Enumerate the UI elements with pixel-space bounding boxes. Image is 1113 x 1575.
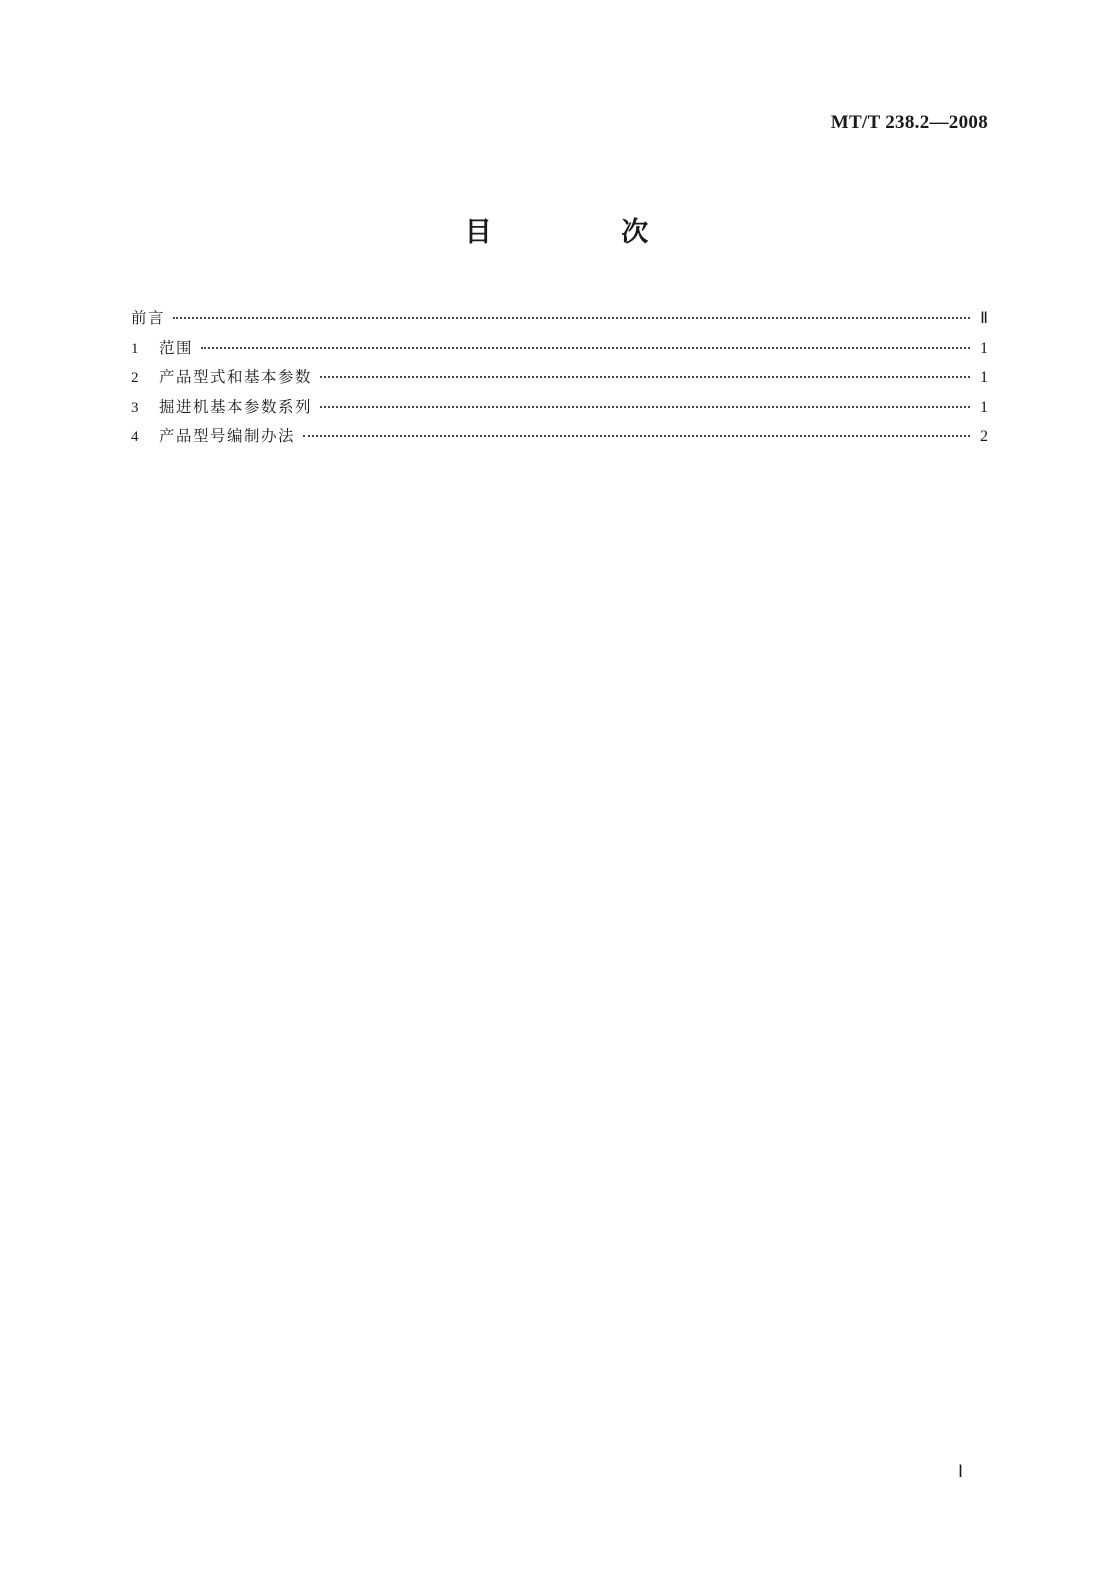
toc-leader [201,347,970,349]
toc-item-title: 产品型号编制办法 [159,427,296,445]
toc-leader [173,317,970,319]
toc-leader [320,376,970,378]
toc-item-title: 范围 [159,338,194,357]
toc-item-page: 1 [980,398,988,416]
toc-item-number: 4 [131,429,139,445]
toc-item-title: 产品型式和基本参数 [159,368,313,386]
document-code: MT/T 238.2—2008 [830,112,988,133]
toc-item-page: Ⅱ [980,310,988,327]
toc-leader [320,406,970,408]
toc-item-number: 2 [131,370,139,386]
toc-item-page: 1 [980,369,988,386]
toc-item-foreword[interactable] [131,306,988,336]
toc-item-page: 2 [980,428,988,445]
toc-item-product-types[interactable] [131,365,988,395]
toc-leader [303,435,970,437]
table-of-contents [131,306,988,454]
toc-item-title: 掘进机基本参数系列 [159,397,313,416]
toc-item-number: 3 [131,399,139,416]
toc-item-parameter-series[interactable] [131,395,988,425]
toc-item-page: 1 [980,339,988,357]
page-number: Ⅰ [958,1462,964,1481]
page-title: 目 次 [464,217,709,248]
toc-item-model-naming[interactable] [131,424,988,454]
toc-item-number: 1 [131,340,139,357]
toc-item-title: 前言 [131,309,166,327]
toc-item-scope[interactable] [131,336,988,366]
